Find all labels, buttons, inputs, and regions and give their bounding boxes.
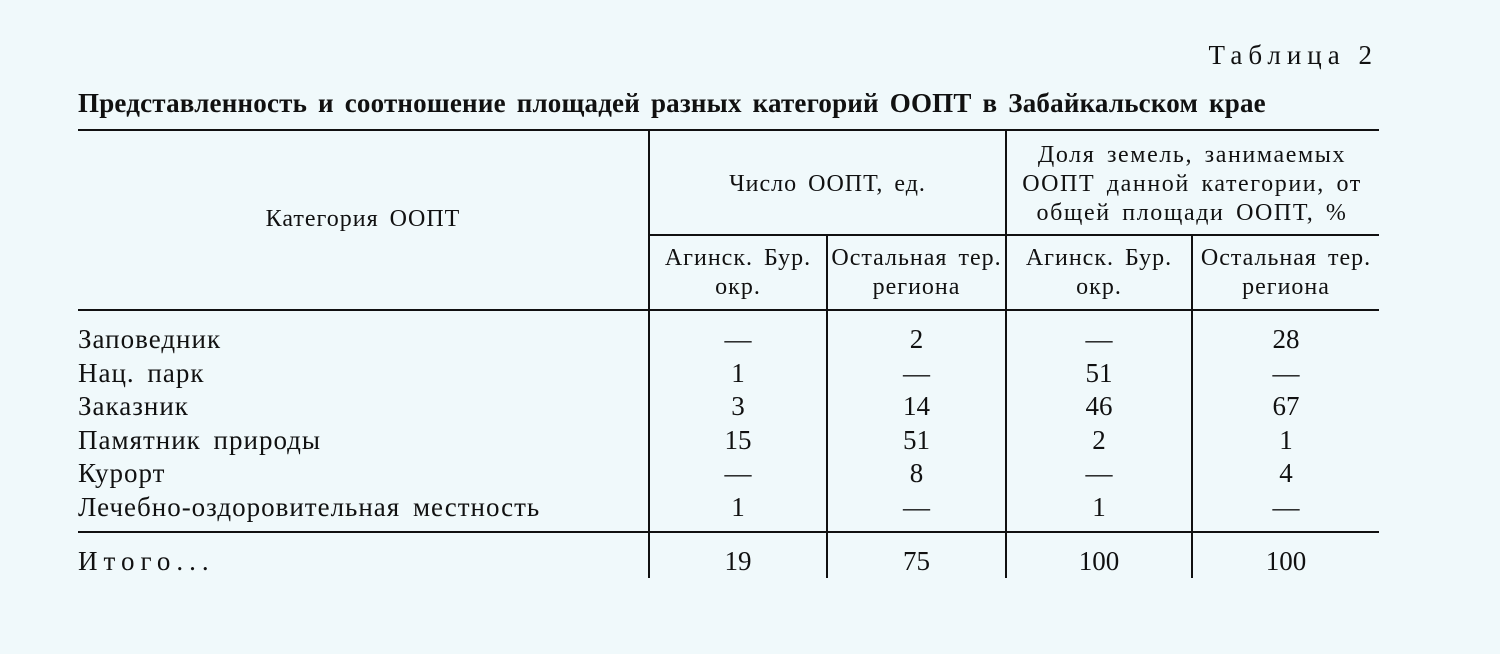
row-share-rest: —: [1272, 492, 1300, 522]
row-category: Памятник природы: [78, 425, 322, 455]
total-rule: [78, 531, 1379, 533]
header-bottom-rule: [78, 309, 1379, 311]
row-count-rest: 14: [903, 391, 930, 421]
row-share-agin: 1: [1092, 492, 1106, 522]
row-category: Курорт: [78, 458, 166, 488]
row-share-agin: 2: [1092, 425, 1106, 455]
row-category: Нац. парк: [78, 358, 205, 388]
row-count-agin: —: [724, 324, 752, 354]
row-count-rest: —: [903, 358, 930, 388]
table-number-label: Таблица 2: [1208, 40, 1378, 70]
row-count-agin: 1: [731, 358, 745, 388]
row-category: Лечебно-оздоровительная местность: [78, 492, 541, 522]
row-share-agin: —: [1085, 458, 1113, 488]
row-share-rest: 1: [1279, 425, 1293, 455]
row-count-agin: 15: [724, 425, 752, 455]
row-share-agin: 51: [1085, 358, 1113, 388]
row-count-rest: 51: [903, 425, 930, 455]
total-share-rest: 100: [1265, 546, 1307, 576]
total-count-rest: 75: [903, 546, 930, 576]
row-share-rest: —: [1272, 358, 1300, 388]
row-share-rest: 28: [1272, 324, 1300, 354]
header-share-agin: Агинск. Бур. окр.: [1025, 245, 1173, 300]
row-count-agin: —: [724, 458, 752, 488]
row-count-agin: 3: [731, 391, 745, 421]
row-count-agin: 1: [731, 492, 745, 522]
total-label: Итого...: [78, 546, 215, 576]
header-count-group: Число ООПТ, ед.: [729, 171, 926, 197]
row-category: Заповедник: [78, 324, 222, 354]
top-rule: [78, 129, 1379, 131]
row-count-rest: —: [903, 492, 930, 522]
header-category: Категория ООПТ: [265, 206, 461, 232]
header-count-rest: Остальная тер. региона: [831, 245, 1002, 300]
row-share-agin: —: [1085, 324, 1113, 354]
header-count-agin: Агинск. Бур. окр.: [664, 245, 812, 300]
row-share-rest: 67: [1272, 391, 1300, 421]
subheader-rule: [648, 234, 1379, 236]
row-category: Заказник: [78, 391, 189, 421]
total-count-agin: 19: [724, 546, 752, 576]
row-share-rest: 4: [1279, 458, 1293, 488]
header-share-group: Доля земель, занимаемых ООПТ данной категории, от общей площади ООПТ, %: [1022, 142, 1362, 226]
row-count-rest: 2: [909, 324, 924, 354]
header-share-rest: Остальная тер. региона: [1200, 245, 1372, 300]
table-title: Представленность и соотношение площадей разных категорий ООПТ в Забайкальском крае: [78, 88, 1266, 118]
row-share-agin: 46: [1085, 391, 1113, 421]
row-count-rest: 8: [909, 458, 924, 488]
total-share-agin: 100: [1078, 546, 1120, 576]
